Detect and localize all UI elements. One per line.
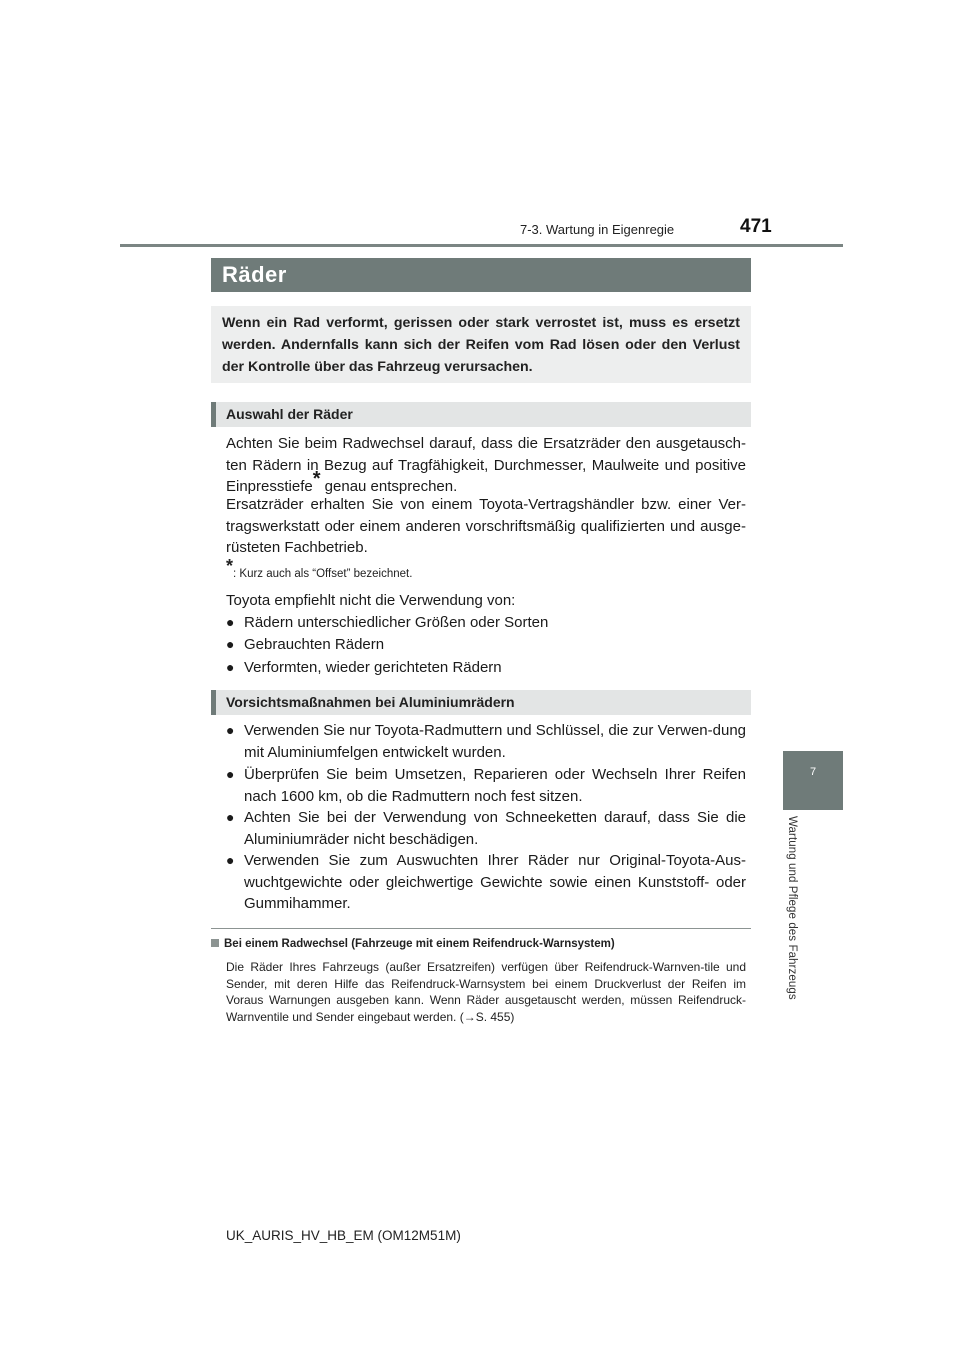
bullet-icon: ● bbox=[226, 614, 235, 630]
list-item bbox=[226, 612, 746, 634]
paragraph-text: Achten Sie beim Radwechsel darauf, dass die Ersatzräder den ausgetausch-ten Rädern in Bezug auf Tragfähigkeit, Durchmesser, Maulweite und positive Einpresstiefe bbox=[226, 435, 746, 495]
list-item-text: Verformten, wieder gerichteten Rädern bbox=[244, 659, 502, 676]
footnote bbox=[226, 556, 413, 580]
header-rule bbox=[120, 244, 843, 247]
info-heading bbox=[211, 938, 615, 950]
bullet-icon: ● bbox=[226, 659, 235, 675]
square-bullet-icon bbox=[211, 939, 219, 947]
bullet-icon: ● bbox=[226, 636, 235, 652]
list-item-text: Verwenden Sie zum Auswuchten Ihrer Räder nur Original-Toyota-Aus-wuchtgewichte oder gleichwertige Gewichte sowie einen Kunststoff- oder Gummihammer. bbox=[244, 852, 746, 912]
list-item-text: Verwenden Sie nur Toyota-Radmuttern und Schlüssel, die zur Verwen-dung mit Aluminiumfelgen entwickelt wurden. bbox=[244, 722, 746, 761]
paragraph-wheel-requirements bbox=[226, 433, 746, 498]
chapter-tab bbox=[783, 751, 843, 810]
info-text: Die Räder Ihres Fahrzeugs (außer Ersatzreifen) verfügen über Reifendruck-Warnven-tile und Sender, mit deren Hilfe das Reifendruck-Warnsystem bei einem Druckverlust der Reifen im Voraus Warnungen ausgeben kann. Wenn Räder ausgetauscht werden, müssen Reifendruck-Warnventile und Sender eingebaut werden. (→S. 455) bbox=[226, 960, 746, 1024]
footnote-marker: * bbox=[226, 556, 234, 576]
section-heading-text: Auswahl der Räder bbox=[226, 406, 353, 422]
page-title: Räder bbox=[222, 262, 287, 287]
paragraph-text-end: genau entsprechen. bbox=[320, 478, 458, 495]
list-item-text: Gebrauchten Rädern bbox=[244, 636, 385, 653]
document-id: UK_AURIS_HV_HB_EM (OM12M51M) bbox=[226, 1228, 461, 1243]
bullet-icon: ● bbox=[226, 722, 235, 738]
list-item bbox=[226, 720, 746, 763]
bullet-icon: ● bbox=[226, 766, 235, 782]
section-heading-bar bbox=[211, 402, 216, 427]
list-item-text: Rädern unterschiedlicher Größen oder Sorten bbox=[244, 614, 549, 631]
chapter-label: Wartung und Pflege des Fahrzeugs bbox=[786, 816, 798, 1000]
section-header: 7-3. Wartung in Eigenregie bbox=[520, 222, 675, 237]
section-divider bbox=[211, 928, 751, 929]
paragraph-wheel-source: Ersatzräder erhalten Sie von einem Toyota-Vertragshändler bzw. einer Ver-tragswerkstatt oder einem anderen vorschriftsmäßig qualifizierten und ausge-rüsteten Fachbetrieb. bbox=[226, 496, 746, 556]
intro-text: Wenn ein Rad verformt, gerissen oder stark verrostet ist, muss es ersetzt werden. Andernfalls kann sich der Reifen vom Rad lösen oder den Verlust der Kontrolle über das Fahrzeug verursachen. bbox=[222, 315, 740, 375]
section-heading-bar bbox=[211, 690, 216, 715]
list-item bbox=[226, 764, 746, 807]
info-heading-text: Bei einem Radwechsel (Fahrzeuge mit einem Reifendruck-Warnsystem) bbox=[224, 938, 615, 950]
list-item bbox=[226, 850, 746, 915]
list-item-text: Überprüfen Sie beim Umsetzen, Reparieren oder Wechseln Ihrer Reifen nach 1600 km, ob die Radmuttern noch fest sitzen. bbox=[244, 766, 746, 805]
list-item bbox=[226, 634, 746, 656]
footnote-marker: * bbox=[312, 468, 321, 490]
page-number: 471 bbox=[740, 216, 772, 237]
chapter-label-wrap bbox=[784, 816, 804, 1026]
section-heading-wheel-selection bbox=[211, 402, 751, 427]
footnote-text: : Kurz auch als “Offset” bezeichnet. bbox=[233, 567, 413, 580]
title-bar bbox=[211, 258, 751, 292]
list-item-text: Achten Sie bei der Verwendung von Schneeketten darauf, dass Sie die Aluminiumräder nicht beschädigen. bbox=[244, 809, 746, 848]
list-item bbox=[226, 657, 746, 679]
section-heading-text: Vorsichtsmaßnahmen bei Aluminiumrädern bbox=[226, 694, 515, 710]
recommendation-text: Toyota empfiehlt nicht die Verwendung von: bbox=[226, 592, 516, 609]
bullet-icon: ● bbox=[226, 852, 235, 868]
chapter-number: 7 bbox=[809, 766, 817, 778]
list-item bbox=[226, 807, 746, 850]
bullet-icon: ● bbox=[226, 809, 235, 825]
section-heading-aluminium-precautions bbox=[211, 690, 751, 715]
